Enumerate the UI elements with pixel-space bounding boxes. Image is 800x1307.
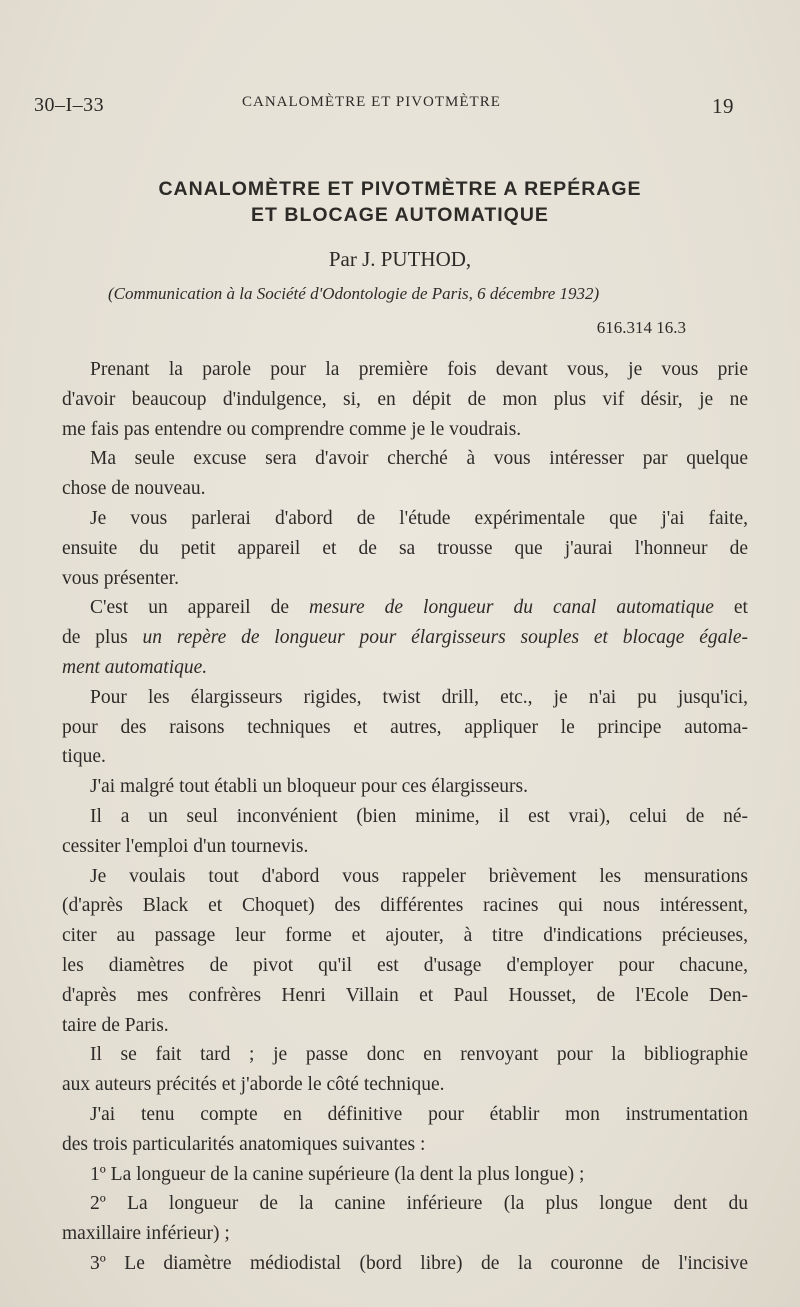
- text-line: citer au passage leur forme et ajouter, à titre d'indications précieuses,: [62, 925, 748, 947]
- text-line: 3º Le diamètre médiodistal (bord libre) de la couronne de l'incisive: [90, 1252, 748, 1274]
- text-line: 2º La longueur de la canine inférieure (la plus longue dent du: [90, 1193, 748, 1215]
- article-body: [62, 355, 748, 1279]
- paragraph: [62, 862, 748, 1041]
- text-line: les diamètres de pivot qu'il est d'usage d'employer pour chacune,: [62, 954, 748, 976]
- text-line: ment automatique.: [62, 656, 208, 678]
- text-line: des trois particularités anatomiques suivantes :: [62, 1133, 426, 1155]
- paragraph: [62, 802, 748, 862]
- running-title: CANALOMÈTRE ET PIVOTMÈTRE: [242, 94, 501, 110]
- text-line: Ma seule excuse sera d'avoir cherché à vous intéresser par quelque: [90, 448, 748, 470]
- paragraph: [62, 1100, 748, 1160]
- text-line: Il se fait tard ; je passe donc en renvoyant pour la bibliographie: [90, 1044, 748, 1066]
- paragraph: [62, 1160, 748, 1190]
- paragraph: [62, 444, 748, 504]
- paragraph: [62, 1189, 748, 1249]
- text-line: taire de Paris.: [62, 1014, 169, 1036]
- text-run: C'est un appareil de: [90, 597, 309, 619]
- running-head: [34, 92, 734, 122]
- text-line: d'avoir beaucoup d'indulgence, si, en dépit de mon plus vif désir, je ne: [62, 388, 748, 410]
- text-line: cessiter l'emploi d'un tournevis.: [62, 835, 309, 857]
- communication-note: (Communication à la Société d'Odontologie de Paris, 6 décembre 1932): [108, 284, 600, 303]
- text-line: Il a un seul inconvénient (bien minime, il est vrai), celui de né-: [90, 805, 748, 827]
- text-line: chose de nouveau.: [62, 478, 206, 500]
- text-line: Je voulais tout d'abord vous rappeler brièvement les mensurations: [90, 865, 748, 887]
- article-title-line-2: ET BLOCAGE AUTOMATIQUE: [251, 204, 549, 226]
- paragraph: [62, 355, 748, 444]
- text-run: et: [713, 597, 748, 619]
- text-line: d'après mes confrères Henri Villain et Paul Housset, de l'Ecole Den-: [62, 984, 748, 1006]
- text-line: ensuite du petit appareil et de sa trousse que j'aurai l'honneur de: [62, 537, 748, 559]
- text-line: aux auteurs précités et j'aborde le côté technique.: [62, 1074, 445, 1096]
- text-line: maxillaire inférieur) ;: [62, 1223, 230, 1245]
- text-line: Pour les élargisseurs rigides, twist drill, etc., je n'ai pu jusqu'ici,: [90, 686, 748, 708]
- text-line: 1º La longueur de la canine supérieure (la dent la plus longue) ;: [90, 1163, 585, 1185]
- text-line: [62, 623, 748, 653]
- text-line: J'ai malgré tout établi un bloqueur pour ces élargisseurs.: [90, 776, 528, 798]
- paragraph: [62, 504, 748, 593]
- classification-code: 616.314 16.3: [596, 318, 686, 337]
- text-line: (d'après Black et Choquet) des différentes racines qui nous intéressent,: [62, 895, 748, 917]
- text-line: vous présenter.: [62, 567, 179, 589]
- issue-date: 30–I–33: [34, 94, 105, 116]
- text-line: [62, 593, 748, 623]
- text-line: J'ai tenu compte en définitive pour établir mon instrumentation: [90, 1103, 748, 1125]
- paragraph: [62, 1249, 748, 1279]
- article-title-line-1: CANALOMÈTRE ET PIVOTMÈTRE A REPÉRAGE: [158, 178, 642, 200]
- paragraph: [62, 772, 748, 802]
- text-line: Je vous parlerai d'abord de l'étude expérimentale que j'ai faite,: [90, 507, 748, 529]
- paragraph: [62, 593, 748, 682]
- paragraph: [62, 683, 748, 772]
- text-line: pour des raisons techniques et autres, appliquer le principe automa-: [62, 716, 748, 738]
- page-number: 19: [712, 94, 734, 118]
- article-author: Par J. PUTHOD,: [328, 247, 472, 271]
- text-line: tique.: [62, 746, 106, 768]
- italic-run: un repère de longueur pour élargisseurs souples et blocage égale-: [142, 627, 748, 649]
- text-line: Prenant la parole pour la première fois devant vous, je vous prie: [90, 359, 748, 380]
- text-line: me fais pas entendre ou comprendre comme je le voudrais.: [62, 418, 522, 440]
- text-run: de plus: [62, 627, 143, 649]
- italic-run: mesure de longueur du canal automatique: [309, 597, 714, 619]
- paragraph: [62, 1040, 748, 1100]
